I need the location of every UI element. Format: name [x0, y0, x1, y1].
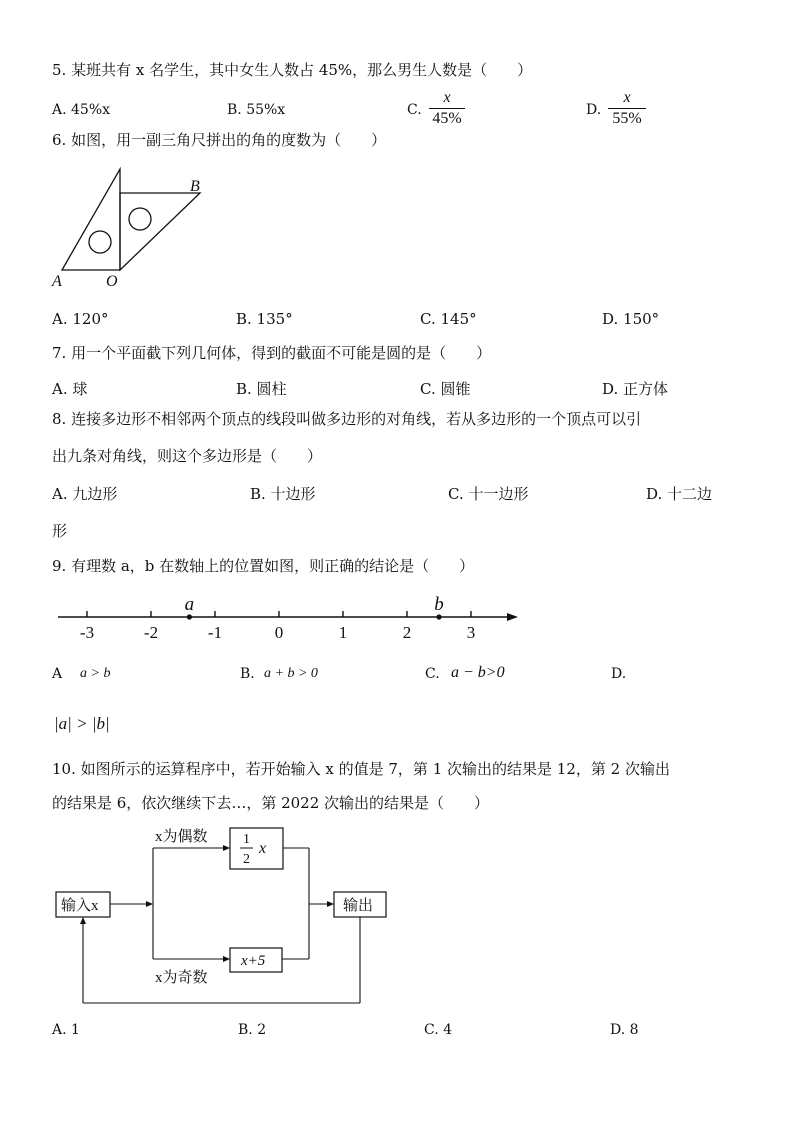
- q7-option-a[interactable]: A. 球: [52, 380, 88, 398]
- q10-option-a[interactable]: A. 1: [52, 1022, 80, 1038]
- q8-option-d-wrap: 形: [52, 522, 68, 540]
- q10-stem-line1: 10. 如图所示的运算程序中，若开始输入 x 的值是 7，第 1 次输出的结果是 12，第 2 次输出: [52, 760, 670, 778]
- number-line-arrow: [507, 613, 518, 621]
- q10-option-c[interactable]: C. 4: [424, 1022, 453, 1038]
- number-line-tick-label: -1: [207, 623, 223, 642]
- flow-odd-label: x为奇数: [155, 970, 208, 986]
- flow-half-den: 2: [243, 852, 250, 867]
- q9-stem: 9. 有理数 a，b 在数轴上的位置如图，则正确的结论是（ ）: [52, 557, 475, 575]
- q6-stem: 6. 如图，用一副三角尺拼出的角的度数为（ ）: [52, 131, 387, 149]
- set-square-45: [120, 193, 200, 270]
- q6-option-c[interactable]: C. 145°: [420, 310, 477, 328]
- flow-output-label: 输出: [343, 898, 374, 914]
- q8-stem-line1: 8. 连接多边形不相邻两个顶点的线段叫做多边形的对角线，若从多边形的一个顶点可以引: [52, 410, 642, 428]
- q9-option-a-label[interactable]: A: [52, 666, 63, 682]
- q5-d-denominator: 55%: [612, 110, 642, 127]
- q8-stem-line2: 出九条对角线，则这个多边形是（ ）: [52, 447, 323, 465]
- q10-option-d[interactable]: D. 8: [610, 1022, 639, 1038]
- q7-option-d[interactable]: D. 正方体: [602, 380, 669, 398]
- q10-flowchart: [55, 822, 395, 1012]
- q5-option-b[interactable]: B. 55%x: [227, 102, 286, 118]
- q7-option-b[interactable]: B. 圆柱: [236, 380, 287, 398]
- q5-stem: 5. 某班共有 x 名学生，其中女生人数占 45%，那么男生人数是（ ）: [52, 61, 533, 79]
- q5-option-c-fraction: [429, 89, 465, 128]
- q6-triangle-figure: [50, 165, 220, 290]
- q6-option-b[interactable]: B. 135°: [236, 310, 293, 328]
- q5-option-d-fraction: [608, 89, 646, 128]
- q9-number-line: [58, 594, 528, 644]
- number-line-label-b: b: [434, 594, 444, 615]
- q5-option-a[interactable]: A. 45%x: [52, 102, 111, 118]
- q6-option-a[interactable]: A. 120°: [52, 310, 109, 328]
- q8-option-c[interactable]: C. 十一边形: [448, 485, 529, 503]
- q6-option-d[interactable]: D. 150°: [602, 310, 660, 328]
- q5-c-denominator: 45%: [432, 110, 462, 127]
- q10-stem-line2: 的结果是 6，依次继续下去…，第 2022 次输出的结果是（ ）: [52, 794, 490, 812]
- q7-stem: 7. 用一个平面截下列几何体，得到的截面不可能是圆的是（ ）: [52, 344, 492, 362]
- q9-option-d-label[interactable]: D.: [611, 666, 627, 682]
- q9-option-b-expr: a + b > 0: [264, 666, 318, 681]
- number-line-label-a: a: [184, 594, 195, 615]
- q6-label-o: O: [106, 273, 118, 290]
- number-line-point-b: [436, 614, 441, 619]
- set-square-30-60: [62, 169, 120, 270]
- flow-input-label: 输入x: [61, 898, 99, 914]
- q8-option-a[interactable]: A. 九边形: [52, 485, 118, 503]
- number-line-point-a: [187, 614, 192, 619]
- q10-option-b[interactable]: B. 2: [238, 1022, 267, 1038]
- q6-label-b: B: [190, 178, 200, 195]
- number-line-tick-label: -3: [79, 623, 95, 642]
- q9-option-d-expr: |a| > |b|: [54, 714, 110, 733]
- flow-plus5-label: x+5: [241, 953, 266, 969]
- flow-half-num: 1: [243, 832, 250, 847]
- q5-option-d-label[interactable]: D.: [586, 102, 602, 118]
- flow-even-label: x为偶数: [155, 829, 208, 845]
- q5-d-numerator: x: [623, 89, 631, 106]
- q8-option-d[interactable]: D. 十二边: [646, 485, 713, 503]
- q9-option-a-expr: a > b: [80, 666, 111, 681]
- q9-option-b-label[interactable]: B.: [240, 666, 255, 682]
- triangle-hole-right: [129, 208, 151, 230]
- number-line-tick-label: 3: [466, 623, 476, 642]
- flow-half-var: x: [259, 840, 267, 857]
- number-line-tick-label: 1: [338, 623, 348, 642]
- flow-half-box: [230, 828, 283, 869]
- number-line-tick-label: 0: [274, 623, 284, 642]
- q8-option-b[interactable]: B. 十边形: [250, 485, 316, 503]
- q7-option-c[interactable]: C. 圆锥: [420, 380, 471, 398]
- number-line-tick-label: 2: [402, 623, 412, 642]
- number-line-tick-label: -2: [143, 623, 159, 642]
- q6-label-a: A: [52, 273, 62, 290]
- flow-loop-arrow: [80, 917, 86, 924]
- triangle-hole-left: [89, 231, 111, 253]
- q5-option-c-label[interactable]: C.: [407, 102, 422, 118]
- q9-option-c-label[interactable]: C.: [425, 666, 440, 682]
- q5-c-numerator: x: [443, 89, 451, 106]
- q9-option-c-expr: a − b>0: [451, 664, 505, 681]
